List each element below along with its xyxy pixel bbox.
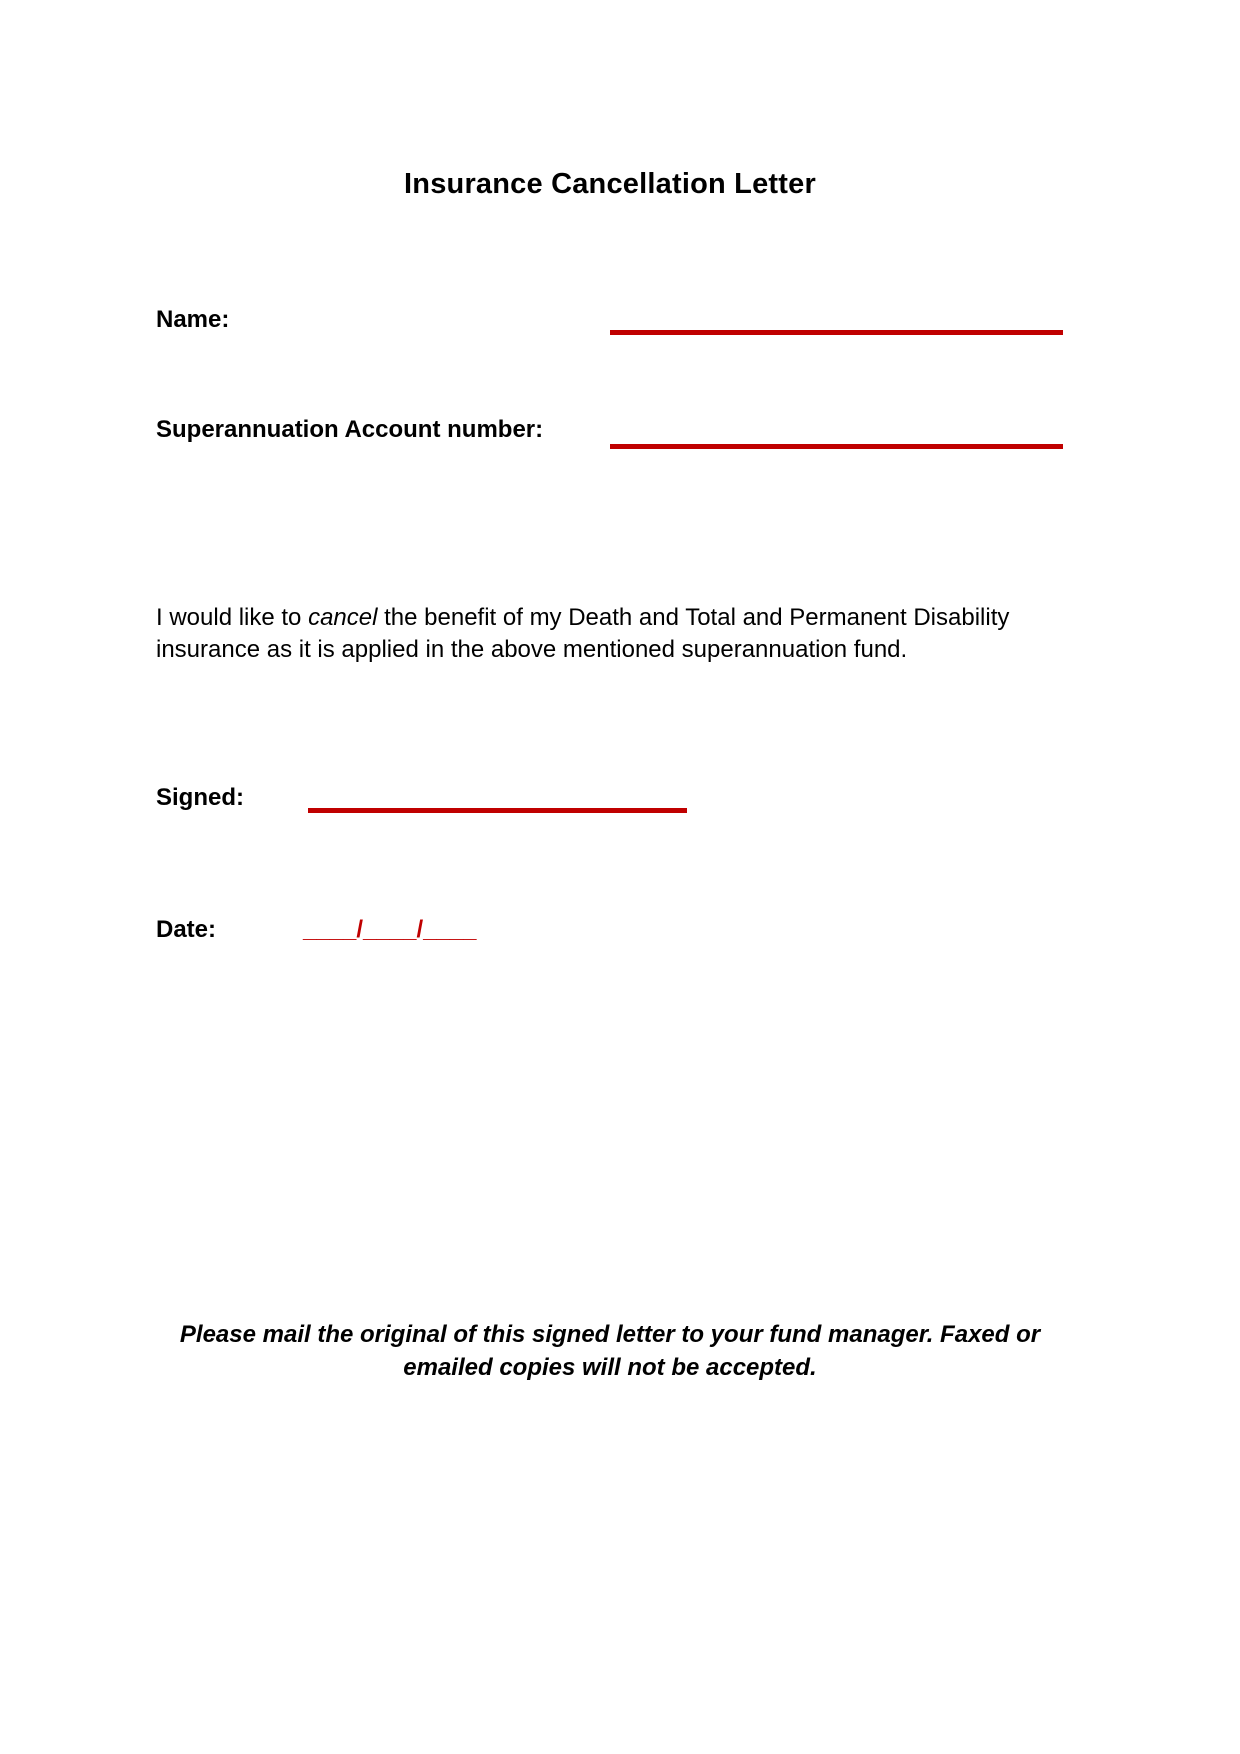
paragraph-line-2: insurance as it is applied in the above mentioned superannuation fund. — [156, 636, 908, 663]
mailing-instruction — [156, 1318, 1064, 1384]
paragraph-line-1 — [156, 602, 1068, 634]
page-title: Insurance Cancellation Letter — [404, 168, 816, 200]
signature-fill-line[interactable] — [308, 808, 687, 813]
date-label: Date: — [156, 916, 217, 943]
mailing-instruction-line-2: emailed copies will not be accepted. — [403, 1354, 817, 1381]
paragraph-text-post: the benefit of my Death and Total and Permanent Disability — [377, 604, 1010, 631]
paragraph-text-pre: I would like to — [156, 604, 309, 631]
mailing-instruction-line-1: Please mail the original of this signed letter to your fund manager. Faxed or — [179, 1321, 1041, 1348]
paragraph-text-italic-cancel: cancel — [308, 604, 378, 631]
name-label: Name: — [156, 306, 230, 333]
account-number-fill-line[interactable] — [610, 444, 1063, 449]
name-fill-line[interactable] — [610, 330, 1063, 335]
body-paragraph — [156, 602, 1068, 666]
date-fill-blanks[interactable]: ____/____/____ — [303, 916, 477, 943]
signed-label: Signed: — [156, 784, 244, 811]
account-number-label: Superannuation Account number: — [156, 416, 544, 443]
